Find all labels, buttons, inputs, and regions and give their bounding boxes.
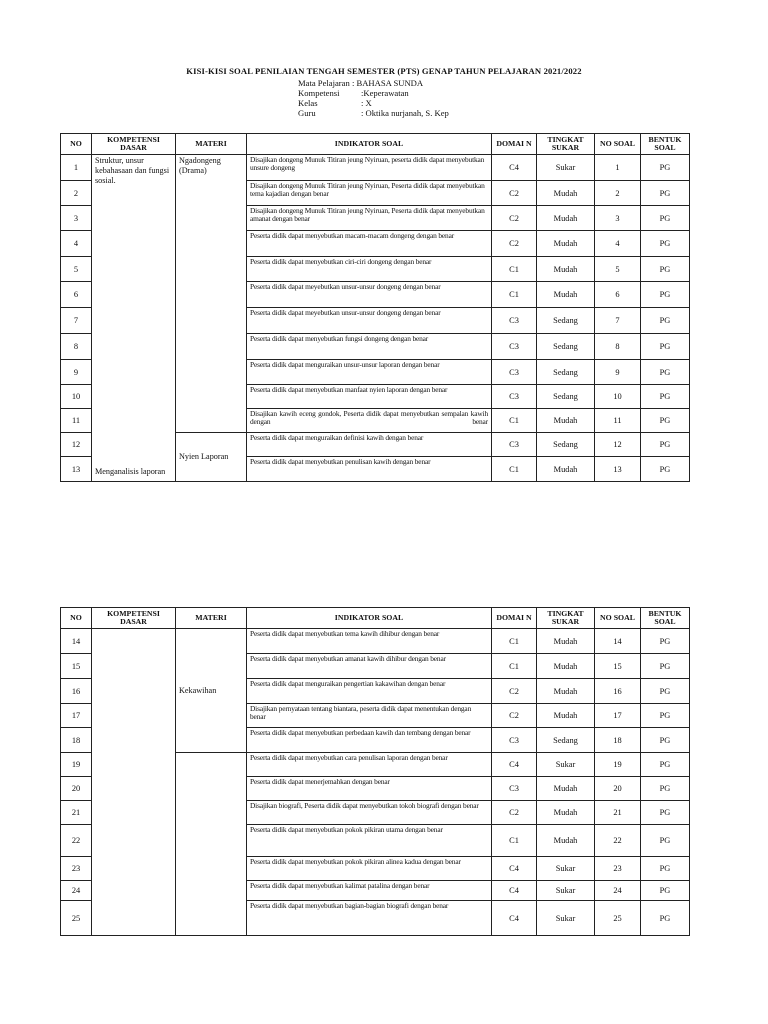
cell-tingkat: Sukar [537, 155, 595, 181]
header-kompetensi-dasar: KOMPETENSI DASAR [92, 134, 176, 155]
cell-tingkat: Mudah [537, 679, 595, 704]
kisi-table-2 [60, 607, 690, 936]
cell-tingkat: Mudah [537, 777, 595, 801]
meta-value: :Keperawatan [361, 88, 409, 98]
cell-indikator: Peserta didik dapat menyebutkan penulisan kawih dengan benar [247, 457, 492, 482]
cell-indikator: Peserta didik dapat menyebutkan pokok pikiran utama dengan benar [247, 825, 492, 857]
cell-domain: C2 [492, 181, 537, 206]
cell-domain: C2 [492, 231, 537, 257]
cell-tingkat: Mudah [537, 282, 595, 308]
cell-tingkat: Mudah [537, 801, 595, 825]
cell-domain: C3 [492, 433, 537, 457]
cell-no: 8 [61, 334, 92, 360]
cell-no: 14 [61, 629, 92, 654]
cell-domain: C3 [492, 308, 537, 334]
cell-tingkat: Mudah [537, 654, 595, 679]
cell-tingkat: Mudah [537, 457, 595, 482]
cell-no: 24 [61, 881, 92, 901]
cell-no-soal: 12 [595, 433, 641, 457]
cell-bentuk: PG [641, 654, 690, 679]
cell-bentuk: PG [641, 777, 690, 801]
cell-tingkat: Mudah [537, 231, 595, 257]
header-no-soal: NO SOAL [595, 608, 641, 629]
table-row [61, 155, 690, 181]
cell-indikator: Disajikan pernyataan tentang biantara, peserta didik dapat menentukan dengan benar [247, 704, 492, 728]
cell-tingkat: Mudah [537, 704, 595, 728]
meta-kelas [298, 98, 449, 108]
cell-indikator: Peserta didik dapat menyebutkan cara penulisan laporan dengan benar [247, 753, 492, 777]
cell-bentuk: PG [641, 679, 690, 704]
cell-materi: Nyien Laporan [176, 433, 247, 482]
cell-no-soal: 19 [595, 753, 641, 777]
cell-indikator: Peserta didik dapat menyebutkan bagian-bagian biografi dengan benar [247, 901, 492, 936]
header-no: NO [61, 608, 92, 629]
cell-bentuk: PG [641, 385, 690, 409]
cell-indikator: Disajikan kawih eceng gondok, Peserta didik dapat menyebutkan sempalan kawih dengan benar [247, 409, 492, 433]
cell-bentuk: PG [641, 801, 690, 825]
cell-indikator: Peserta didik dapat menyebutkan macam-macam dongeng dengan benar [247, 231, 492, 257]
cell-tingkat: Sukar [537, 753, 595, 777]
cell-domain: C1 [492, 457, 537, 482]
meta-value: : X [361, 98, 372, 108]
cell-no-soal: 17 [595, 704, 641, 728]
cell-tingkat: Mudah [537, 257, 595, 282]
header-bentuk: BENTUK SOAL [641, 608, 690, 629]
cell-no-soal: 14 [595, 629, 641, 654]
cell-bentuk: PG [641, 308, 690, 334]
cell-domain: C4 [492, 155, 537, 181]
cell-no: 2 [61, 181, 92, 206]
cell-tingkat: Sukar [537, 881, 595, 901]
cell-domain: C3 [492, 777, 537, 801]
cell-indikator: Peserta didik dapat menyebutkan fungsi dongeng dengan benar [247, 334, 492, 360]
cell-tingkat: Sedang [537, 433, 595, 457]
cell-no-soal: 7 [595, 308, 641, 334]
meta-value: : BAHASA SUNDA [351, 78, 424, 88]
cell-bentuk: PG [641, 360, 690, 385]
cell-kompetensi-dasar [92, 629, 176, 936]
cell-no: 15 [61, 654, 92, 679]
cell-bentuk: PG [641, 457, 690, 482]
cell-no: 19 [61, 753, 92, 777]
cell-no-soal: 3 [595, 206, 641, 231]
header-no-soal: NO SOAL [595, 134, 641, 155]
cell-domain: C2 [492, 679, 537, 704]
cell-no: 23 [61, 857, 92, 881]
cell-bentuk: PG [641, 753, 690, 777]
cell-indikator: Peserta didik dapat menyebutkan kalimat patalina dengan benar [247, 881, 492, 901]
cell-domain: C3 [492, 728, 537, 753]
meta-label: Kompetensi [298, 88, 340, 98]
cell-no-soal: 2 [595, 181, 641, 206]
cell-domain: C2 [492, 206, 537, 231]
cell-no: 9 [61, 360, 92, 385]
cell-no: 25 [61, 901, 92, 936]
cell-no-soal: 5 [595, 257, 641, 282]
cell-no-soal: 16 [595, 679, 641, 704]
cell-indikator: Peserta didik dapat menyebutkan manfaat nyien laporan dengan benar [247, 385, 492, 409]
cell-bentuk: PG [641, 206, 690, 231]
cell-domain: C4 [492, 857, 537, 881]
cell-domain: C1 [492, 257, 537, 282]
cell-domain: C3 [492, 385, 537, 409]
cell-indikator: Disajikan biografi, Peserta didik dapat menyebutkan tokoh biografi dengan benar [247, 801, 492, 825]
cell-no: 17 [61, 704, 92, 728]
header-materi: MATERI [176, 608, 247, 629]
cell-no-soal: 25 [595, 901, 641, 936]
cell-indikator: Peserta didik dapat meyebutkan unsur-unsur dongeng dengan benar [247, 308, 492, 334]
cell-domain: C3 [492, 334, 537, 360]
cell-domain: C1 [492, 409, 537, 433]
header-tingkat: TINGKAT SUKAR [537, 134, 595, 155]
cell-no: 16 [61, 679, 92, 704]
header-no: NO [61, 134, 92, 155]
header-kompetensi-dasar: KOMPETENSI DASAR [92, 608, 176, 629]
document-meta [298, 78, 449, 118]
table-header-row [61, 608, 690, 629]
meta-kompetensi [298, 88, 449, 98]
cell-indikator: Peserta didik dapat menguraikan definisi kawih dengan benar [247, 433, 492, 457]
meta-guru [298, 108, 449, 118]
cell-no: 12 [61, 433, 92, 457]
cell-no: 5 [61, 257, 92, 282]
cell-bentuk: PG [641, 409, 690, 433]
cell-tingkat: Sedang [537, 385, 595, 409]
cell-no: 20 [61, 777, 92, 801]
cell-no-soal: 9 [595, 360, 641, 385]
cell-bentuk: PG [641, 881, 690, 901]
cell-no: 18 [61, 728, 92, 753]
cell-bentuk: PG [641, 728, 690, 753]
kisi-table-1 [60, 133, 690, 482]
cell-no: 13 [61, 457, 92, 482]
header-tingkat: TINGKAT SUKAR [537, 608, 595, 629]
cell-indikator: Peserta didik dapat menyebutkan perbedaan kawih dan tembang dengan benar [247, 728, 492, 753]
cell-materi [176, 753, 247, 936]
header-indikator: INDIKATOR SOAL [247, 608, 492, 629]
cell-indikator: Peserta didik dapat menyebutkan amanat kawih dihibur dengan benar [247, 654, 492, 679]
cell-materi: Ngadongeng (Drama) [176, 155, 247, 433]
cell-bentuk: PG [641, 155, 690, 181]
cell-kompetensi-dasar [92, 155, 176, 482]
cell-no: 22 [61, 825, 92, 857]
cell-bentuk: PG [641, 901, 690, 936]
header-domain: DOMAI N [492, 608, 537, 629]
table-row [61, 629, 690, 654]
kd-text-1: Struktur, unsur kebahasaan dan fungsi sosial. [95, 156, 170, 185]
cell-bentuk: PG [641, 334, 690, 360]
cell-no-soal: 6 [595, 282, 641, 308]
cell-no-soal: 10 [595, 385, 641, 409]
cell-domain: C3 [492, 360, 537, 385]
cell-indikator: Peserta didik dapat menerjemahkan dengan benar [247, 777, 492, 801]
cell-domain: C4 [492, 753, 537, 777]
cell-indikator: Peserta didik dapat menyebutkan pokok pikiran alinea kadua dengan benar [247, 857, 492, 881]
meta-label: Kelas [298, 98, 318, 108]
meta-mapel [298, 78, 449, 88]
cell-indikator: Disajikan dongeng Munuk Titiran jeung Nyiruan, peserta didik dapat menyebutkan unsure dongeng [247, 155, 492, 181]
cell-bentuk: PG [641, 257, 690, 282]
cell-no-soal: 13 [595, 457, 641, 482]
cell-no-soal: 15 [595, 654, 641, 679]
meta-value: : Oktika nurjanah, S. Kep [361, 108, 449, 118]
cell-no-soal: 21 [595, 801, 641, 825]
cell-no-soal: 20 [595, 777, 641, 801]
cell-bentuk: PG [641, 704, 690, 728]
document-title: KISI-KISI SOAL PENILAIAN TENGAH SEMESTER (PTS) GENAP TAHUN PELAJARAN 2021/2022 [186, 66, 582, 76]
cell-no-soal: 8 [595, 334, 641, 360]
cell-no-soal: 22 [595, 825, 641, 857]
cell-no-soal: 1 [595, 155, 641, 181]
cell-no: 3 [61, 206, 92, 231]
cell-no-soal: 4 [595, 231, 641, 257]
cell-no: 6 [61, 282, 92, 308]
cell-bentuk: PG [641, 433, 690, 457]
cell-domain: C1 [492, 825, 537, 857]
cell-indikator: Disajikan dongeng Munuk Titiran jeung Nyiruan, Peserta didik dapat menyebutkan amanat dengan benar [247, 206, 492, 231]
cell-no: 10 [61, 385, 92, 409]
cell-bentuk: PG [641, 231, 690, 257]
table-header-row [61, 134, 690, 155]
cell-tingkat: Mudah [537, 629, 595, 654]
cell-no-soal: 24 [595, 881, 641, 901]
cell-no: 1 [61, 155, 92, 181]
cell-no: 4 [61, 231, 92, 257]
cell-tingkat: Mudah [537, 206, 595, 231]
cell-domain: C2 [492, 704, 537, 728]
cell-no-soal: 18 [595, 728, 641, 753]
cell-indikator: Peserta didik dapat meyebutkan unsur-unsur dongeng dengan benar [247, 282, 492, 308]
cell-indikator: Peserta didik dapat menguraikan pengertian kakawihan dengan benar [247, 679, 492, 704]
header-bentuk: BENTUK SOAL [641, 134, 690, 155]
cell-tingkat: Mudah [537, 409, 595, 433]
header-indikator: INDIKATOR SOAL [247, 134, 492, 155]
header-domain: DOMAI N [492, 134, 537, 155]
meta-label: Mata Pelajaran [298, 78, 350, 88]
cell-tingkat: Sukar [537, 857, 595, 881]
cell-no: 11 [61, 409, 92, 433]
meta-label: Guru [298, 108, 316, 118]
cell-tingkat: Sukar [537, 901, 595, 936]
cell-bentuk: PG [641, 825, 690, 857]
cell-tingkat: Mudah [537, 181, 595, 206]
cell-tingkat: Sedang [537, 728, 595, 753]
cell-domain: C4 [492, 881, 537, 901]
cell-indikator: Peserta didik dapat menguraikan unsur-unsur laporan dengan benar [247, 360, 492, 385]
cell-bentuk: PG [641, 282, 690, 308]
cell-tingkat: Sedang [537, 334, 595, 360]
header-materi: MATERI [176, 134, 247, 155]
cell-indikator: Disajikan dongeng Munuk Titiran jeung Nyiruan, Peserta didik dapat menyebutkan tema kajadian dengan benar [247, 181, 492, 206]
cell-no-soal: 23 [595, 857, 641, 881]
cell-tingkat: Mudah [537, 825, 595, 857]
cell-domain: C1 [492, 282, 537, 308]
cell-bentuk: PG [641, 181, 690, 206]
cell-bentuk: PG [641, 857, 690, 881]
cell-tingkat: Sedang [537, 308, 595, 334]
cell-domain: C1 [492, 654, 537, 679]
cell-indikator: Peserta didik dapat menyebutkan tema kawih dihibur dengan benar [247, 629, 492, 654]
cell-domain: C1 [492, 629, 537, 654]
cell-no: 7 [61, 308, 92, 334]
cell-indikator: Peserta didik dapat menyebutkan ciri-ciri dongeng dengan benar [247, 257, 492, 282]
cell-tingkat: Sedang [537, 360, 595, 385]
cell-domain: C2 [492, 801, 537, 825]
cell-domain: C4 [492, 901, 537, 936]
kd-text-2: Menganalisis laporan [95, 467, 166, 476]
cell-bentuk: PG [641, 629, 690, 654]
cell-materi: Kekawihan [176, 629, 247, 753]
cell-no: 21 [61, 801, 92, 825]
cell-no-soal: 11 [595, 409, 641, 433]
